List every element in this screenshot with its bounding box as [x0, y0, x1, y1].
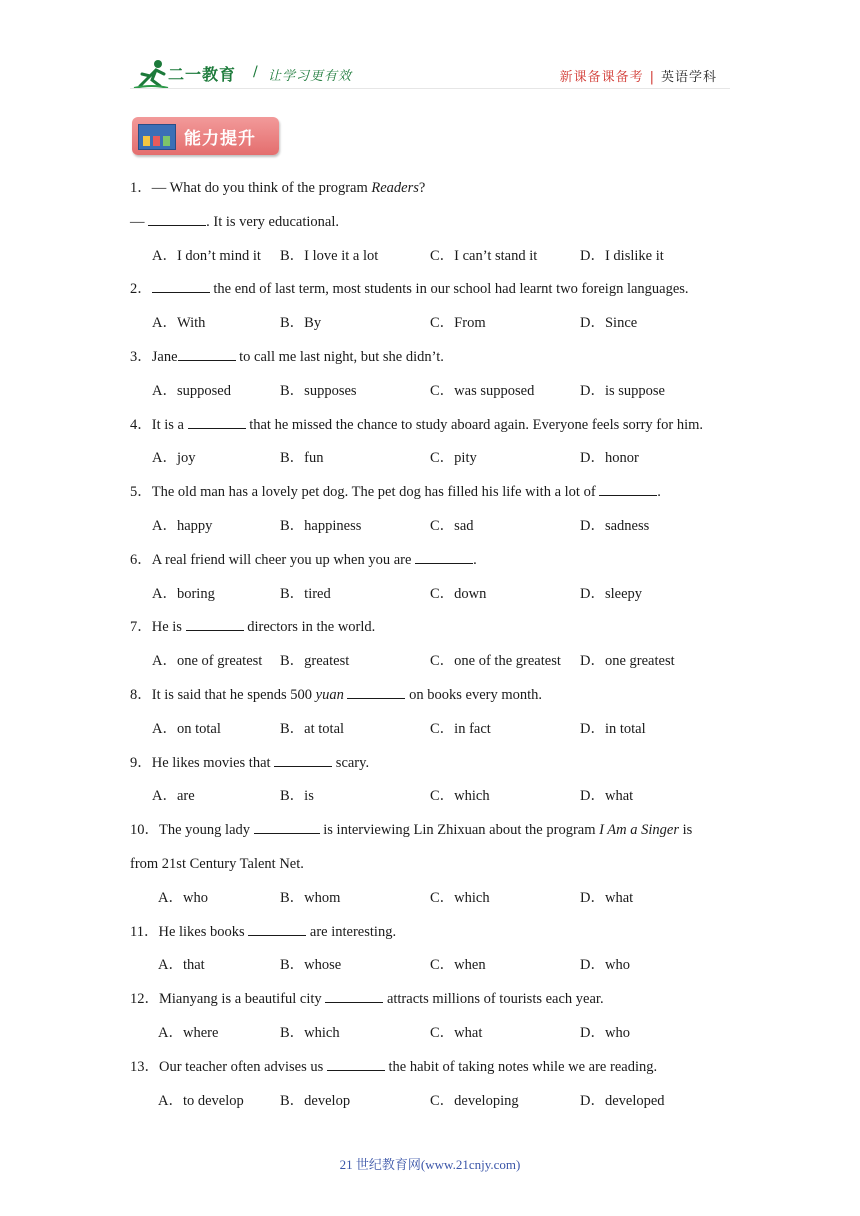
banner-title: 能力提升: [184, 129, 256, 149]
question-text: He is: [151, 619, 186, 636]
answer-blank: [327, 1055, 385, 1071]
answer-option[interactable]: D．sleepy: [580, 585, 643, 602]
question-stem: [130, 683, 740, 717]
question-text: is interviewing Lin Zhixuan about the program: [319, 822, 600, 839]
answer-option[interactable]: A．supposed: [152, 382, 231, 399]
answer-option[interactable]: A．to develop: [158, 1092, 244, 1109]
answer-option[interactable]: D．developed: [580, 1092, 665, 1109]
question-text: — What do you think of the program: [151, 180, 372, 196]
answer-options: [130, 311, 740, 345]
answer-option[interactable]: D．is suppose: [580, 382, 665, 399]
question-number: 3．: [130, 348, 152, 365]
question-stem: [130, 277, 740, 311]
question-text: Our teacher often advises us: [159, 1058, 327, 1075]
question-number: 7．: [130, 619, 152, 636]
answer-option[interactable]: C．in fact: [430, 720, 491, 737]
answer-option[interactable]: D．I dislike it: [580, 247, 664, 264]
question-text: Mianyang is a beautiful city: [159, 991, 326, 1008]
slogan: 让学习更有效: [268, 69, 353, 84]
question-stem: [130, 548, 740, 582]
question-text-italic: Readers: [371, 180, 419, 196]
answer-option[interactable]: D．honor: [580, 450, 639, 467]
header-right: [560, 66, 717, 85]
answer-options: [130, 244, 740, 278]
question-text: attracts millions of tourists each year.: [383, 991, 604, 1008]
question-list: [130, 176, 740, 1122]
answer-option[interactable]: A．joy: [152, 450, 196, 467]
page-header: [0, 0, 860, 100]
header-separator: |: [649, 70, 655, 85]
answer-option[interactable]: B．greatest: [280, 653, 350, 670]
question-text: are interesting.: [306, 923, 397, 940]
question-stem: [130, 751, 740, 785]
question-number: 2．: [130, 281, 152, 298]
header-divider: [130, 88, 730, 89]
question-text: is: [679, 822, 693, 839]
answer-option[interactable]: C．down: [430, 585, 487, 602]
question-number: 12．: [130, 991, 159, 1008]
question-stem: [130, 987, 740, 1021]
question-text: He likes movies that: [151, 754, 275, 771]
answer-options: [130, 1021, 740, 1055]
question-number: 4．: [130, 416, 152, 433]
answer-option[interactable]: A．boring: [152, 585, 215, 602]
answer-option[interactable]: A．are: [152, 788, 195, 805]
answer-option[interactable]: D．what: [580, 788, 634, 805]
question-text-italic: I Am a Singer: [599, 822, 679, 839]
answer-option[interactable]: A．happy: [152, 517, 213, 534]
question-stem: [130, 920, 740, 954]
question-stem: [130, 413, 740, 447]
answer-options: [130, 886, 740, 920]
answer-option[interactable]: B．which: [280, 1024, 340, 1041]
answer-options: [130, 717, 740, 751]
question-stem: [130, 1055, 740, 1089]
question-text: scary.: [332, 754, 370, 771]
logo-text: 二一教育: [168, 65, 237, 84]
question-stem: [130, 480, 740, 514]
answer-blank: [248, 920, 306, 936]
answer-blank: [254, 818, 320, 834]
question-text: to call me last night, but she didn’t.: [235, 348, 444, 365]
answer-option[interactable]: C．one of the greatest: [430, 653, 561, 670]
answer-option[interactable]: A．who: [158, 889, 208, 906]
answer-option[interactable]: C．pity: [430, 450, 477, 467]
question-number: 8．: [130, 686, 152, 703]
question-stem: [130, 345, 740, 379]
answer-option[interactable]: A．on total: [152, 720, 221, 737]
answer-option[interactable]: D．Since: [580, 315, 638, 332]
question-text: on books every month.: [405, 686, 543, 703]
question-text: ?: [418, 180, 426, 196]
question-text: the habit of taking notes while we are reading.: [384, 1058, 658, 1075]
answer-blank: [148, 210, 206, 226]
answer-option[interactable]: C．I can’t stand it: [430, 247, 538, 264]
question-text: .: [657, 484, 661, 501]
answer-option[interactable]: C．what: [430, 1024, 483, 1041]
answer-option[interactable]: B．fun: [280, 450, 324, 467]
answer-option[interactable]: B．whose: [280, 957, 342, 974]
slogan-separator: /: [253, 64, 258, 80]
question-number: 1．: [130, 180, 152, 196]
answer-option[interactable]: B．I love it a lot: [280, 247, 379, 264]
answer-option[interactable]: C．which: [430, 889, 490, 906]
question-text: The young lady: [159, 822, 254, 839]
answer-option[interactable]: C．From: [430, 315, 486, 332]
answer-option[interactable]: D．one greatest: [580, 653, 675, 670]
answer-option[interactable]: B．is: [280, 788, 314, 805]
question-text: Jane: [151, 348, 178, 365]
answer-option[interactable]: A．With: [152, 315, 206, 332]
answer-option[interactable]: B．tired: [280, 585, 331, 602]
question-text: .: [473, 551, 477, 568]
question-stem: [130, 176, 740, 210]
answer-blank: [347, 683, 405, 699]
question-text: The old man has a lovely pet dog. The pet dog has filled his life with a lot of: [151, 484, 600, 501]
answer-option[interactable]: B．develop: [280, 1092, 351, 1109]
answer-option[interactable]: B．happiness: [280, 517, 362, 534]
answer-options: [130, 1089, 740, 1123]
answer-options: [130, 953, 740, 987]
subject-label: 英语学科: [660, 70, 717, 85]
answer-option[interactable]: B．at total: [280, 720, 345, 737]
question-text: directors in the world.: [243, 619, 376, 636]
answer-blank: [274, 751, 332, 767]
answer-options: [130, 582, 740, 616]
answer-option[interactable]: D．who: [580, 1024, 630, 1041]
question-stem-continued: [130, 852, 740, 886]
answer-option[interactable]: B．By: [280, 315, 322, 332]
answer-option[interactable]: A．one of greatest: [152, 653, 263, 670]
answer-blank: [325, 987, 383, 1003]
question-text: —: [130, 213, 149, 230]
answer-blank: [415, 548, 473, 564]
question-number: 10．: [130, 822, 159, 839]
question-text: It is a: [151, 416, 188, 433]
question-number: 13．: [130, 1058, 159, 1075]
answer-option[interactable]: D．who: [580, 957, 630, 974]
question-text-italic: yuan: [315, 686, 344, 703]
course-label: 新课备课备考: [559, 70, 644, 85]
answer-options: [130, 784, 740, 818]
answer-option[interactable]: C．developing: [430, 1092, 519, 1109]
question-number: 6．: [130, 551, 152, 568]
question-number: 5．: [130, 484, 152, 501]
answer-blank: [152, 277, 210, 293]
question-number: 9．: [130, 754, 152, 771]
question-text: A real friend will cheer you up when you are: [151, 551, 416, 568]
question-text: the end of last term, most students in our school had learnt two foreign languages.: [209, 281, 689, 298]
answer-blank: [188, 413, 246, 429]
answer-option[interactable]: B．whom: [280, 889, 341, 906]
answer-option[interactable]: A．that: [158, 957, 205, 974]
question-text: . It is very educational.: [206, 213, 339, 230]
question-text: that he missed the chance to study aboard again. Everyone feels sorry for him.: [245, 416, 704, 433]
answer-options: [130, 446, 740, 480]
question-stem-continued: [130, 210, 740, 244]
answer-option[interactable]: C．when: [430, 957, 486, 974]
answer-options: [130, 649, 740, 683]
section-banner: [132, 117, 279, 155]
answer-blank: [599, 480, 657, 496]
answer-option[interactable]: D．sadness: [580, 517, 650, 534]
question-text: He likes books: [158, 923, 249, 940]
answer-option[interactable]: A．where: [158, 1024, 219, 1041]
answer-options: [130, 379, 740, 413]
question-text: It is said that he spends 500: [151, 686, 316, 703]
answer-option[interactable]: D．in total: [580, 720, 646, 737]
answer-option[interactable]: D．what: [580, 889, 634, 906]
answer-blank: [186, 615, 244, 631]
question-stem: [130, 615, 740, 649]
answer-option[interactable]: A．I don’t mind it: [152, 247, 261, 264]
answer-option[interactable]: C．was supposed: [430, 382, 535, 399]
question-stem: [130, 818, 740, 852]
answer-options: [130, 514, 740, 548]
answer-blank: [178, 345, 236, 361]
answer-option[interactable]: C．sad: [430, 517, 474, 534]
people-icon: [138, 124, 176, 150]
answer-option[interactable]: C．which: [430, 788, 490, 805]
question-text: from 21st Century Talent Net.: [130, 855, 304, 872]
answer-option[interactable]: B．supposes: [280, 382, 357, 399]
page-footer: 21 世纪教育网(www.21cnjy.com): [339, 1157, 521, 1172]
question-number: 11．: [130, 923, 159, 940]
